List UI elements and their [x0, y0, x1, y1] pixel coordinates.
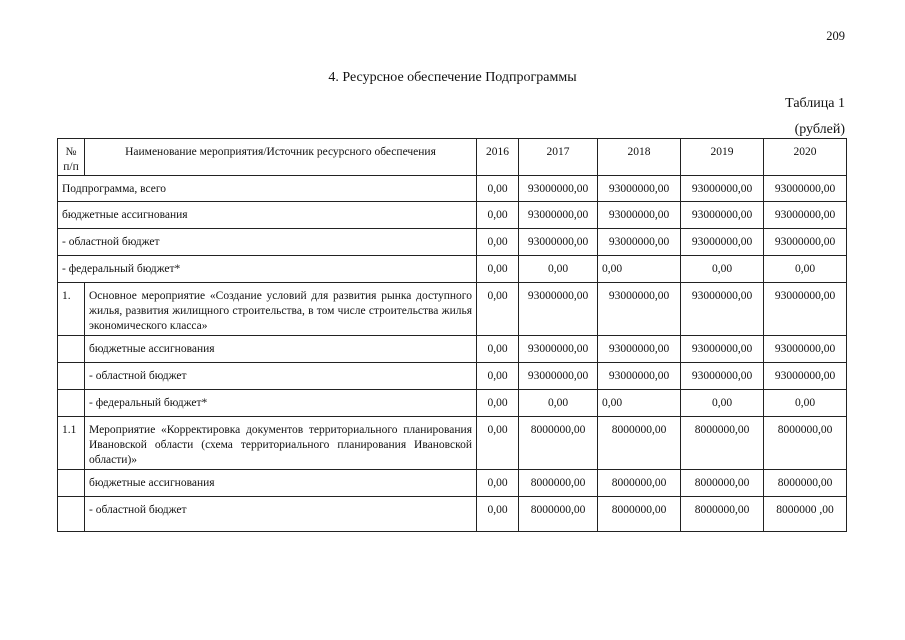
- value-2019: 8000000,00: [681, 497, 764, 532]
- value-2020: 8000000 ,00: [764, 497, 847, 532]
- table-row: [58, 417, 847, 470]
- value-2018: 93000000,00: [598, 229, 681, 256]
- value-2016: 0,00: [477, 283, 519, 336]
- header-year-2016: 2016: [477, 139, 519, 176]
- value-2016: 0,00: [477, 202, 519, 229]
- value-2016: 0,00: [477, 390, 519, 417]
- row-num: 1.: [58, 283, 85, 336]
- table-row: [58, 229, 847, 256]
- value-2017: 0,00: [519, 256, 598, 283]
- row-name: - областной бюджет: [85, 363, 477, 390]
- value-2018: 93000000,00: [598, 336, 681, 363]
- header-year-2018: 2018: [598, 139, 681, 176]
- row-name: бюджетные ассигнования: [58, 202, 477, 229]
- table-row: [58, 202, 847, 229]
- row-num: [58, 390, 85, 417]
- value-2019: 93000000,00: [681, 229, 764, 256]
- value-2018: 8000000,00: [598, 470, 681, 497]
- table-row: [58, 176, 847, 202]
- table-row: [58, 336, 847, 363]
- value-2017: 93000000,00: [519, 176, 598, 202]
- value-2017: 93000000,00: [519, 229, 598, 256]
- value-2020: 0,00: [764, 256, 847, 283]
- value-2018: 93000000,00: [598, 176, 681, 202]
- table-caption: Таблица 1: [785, 96, 845, 111]
- header-name: Наименование мероприятия/Источник ресурсного обеспечения: [85, 139, 477, 176]
- value-2018: 93000000,00: [598, 202, 681, 229]
- row-name: Мероприятие «Корректировка документов территориального планирования Ивановской области (схема территориального планирования Ивановской области)»: [85, 417, 477, 470]
- value-2017: 93000000,00: [519, 202, 598, 229]
- value-2017: 8000000,00: [519, 497, 598, 532]
- row-name: Основное мероприятие «Создание условий для развития рынка доступного жилья, развития жилищного строительства, в том числе строительства жилья экономического класса»: [85, 283, 477, 336]
- value-2017: 8000000,00: [519, 417, 598, 470]
- resource-table: [57, 138, 847, 532]
- header-year-2019: 2019: [681, 139, 764, 176]
- value-2016: 0,00: [477, 229, 519, 256]
- value-2020: 93000000,00: [764, 202, 847, 229]
- page-number: 209: [826, 29, 845, 43]
- value-2019: 8000000,00: [681, 470, 764, 497]
- value-2020: 93000000,00: [764, 176, 847, 202]
- header-year-2020: 2020: [764, 139, 847, 176]
- row-num: [58, 470, 85, 497]
- header-num: № п/п: [58, 139, 85, 176]
- value-2018: 93000000,00: [598, 283, 681, 336]
- row-name: бюджетные ассигнования: [85, 336, 477, 363]
- value-2016: 0,00: [477, 470, 519, 497]
- table-row: [58, 470, 847, 497]
- value-2019: 93000000,00: [681, 336, 764, 363]
- value-2020: 93000000,00: [764, 336, 847, 363]
- table-row: [58, 363, 847, 390]
- row-name: - федеральный бюджет*: [85, 390, 477, 417]
- value-2019: 93000000,00: [681, 202, 764, 229]
- table-row: [58, 256, 847, 283]
- value-2018: 0,00: [598, 256, 681, 283]
- value-2019: 8000000,00: [681, 417, 764, 470]
- value-2016: 0,00: [477, 256, 519, 283]
- value-2017: 93000000,00: [519, 283, 598, 336]
- value-2020: 8000000,00: [764, 470, 847, 497]
- value-2018: 93000000,00: [598, 363, 681, 390]
- row-num: [58, 497, 85, 532]
- value-2016: 0,00: [477, 176, 519, 202]
- value-2020: 93000000,00: [764, 229, 847, 256]
- table-row: [58, 390, 847, 417]
- table-row: [58, 283, 847, 336]
- row-name: бюджетные ассигнования: [85, 470, 477, 497]
- value-2016: 0,00: [477, 336, 519, 363]
- row-name: - областной бюджет: [85, 497, 477, 532]
- value-2020: 0,00: [764, 390, 847, 417]
- value-2019: 0,00: [681, 256, 764, 283]
- header-year-2017: 2017: [519, 139, 598, 176]
- value-2016: 0,00: [477, 417, 519, 470]
- row-num: [58, 363, 85, 390]
- value-2019: 93000000,00: [681, 363, 764, 390]
- value-2018: 8000000,00: [598, 497, 681, 532]
- value-2020: 93000000,00: [764, 283, 847, 336]
- table-header-row: [58, 139, 847, 176]
- row-name: Подпрограмма, всего: [58, 176, 477, 202]
- row-num: [58, 336, 85, 363]
- row-num: 1.1: [58, 417, 85, 470]
- row-name: - федеральный бюджет*: [58, 256, 477, 283]
- table-row: [58, 497, 847, 532]
- value-2020: 93000000,00: [764, 363, 847, 390]
- value-2018: 0,00: [598, 390, 681, 417]
- value-2018: 8000000,00: [598, 417, 681, 470]
- value-2016: 0,00: [477, 363, 519, 390]
- value-2019: 93000000,00: [681, 176, 764, 202]
- value-2017: 0,00: [519, 390, 598, 417]
- row-name: - областной бюджет: [58, 229, 477, 256]
- units-caption: (рублей): [794, 122, 845, 137]
- value-2020: 8000000,00: [764, 417, 847, 470]
- value-2017: 93000000,00: [519, 363, 598, 390]
- value-2016: 0,00: [477, 497, 519, 532]
- value-2019: 93000000,00: [681, 283, 764, 336]
- value-2019: 0,00: [681, 390, 764, 417]
- value-2017: 93000000,00: [519, 336, 598, 363]
- section-title: 4. Ресурсное обеспечение Подпрограммы: [328, 70, 577, 85]
- value-2017: 8000000,00: [519, 470, 598, 497]
